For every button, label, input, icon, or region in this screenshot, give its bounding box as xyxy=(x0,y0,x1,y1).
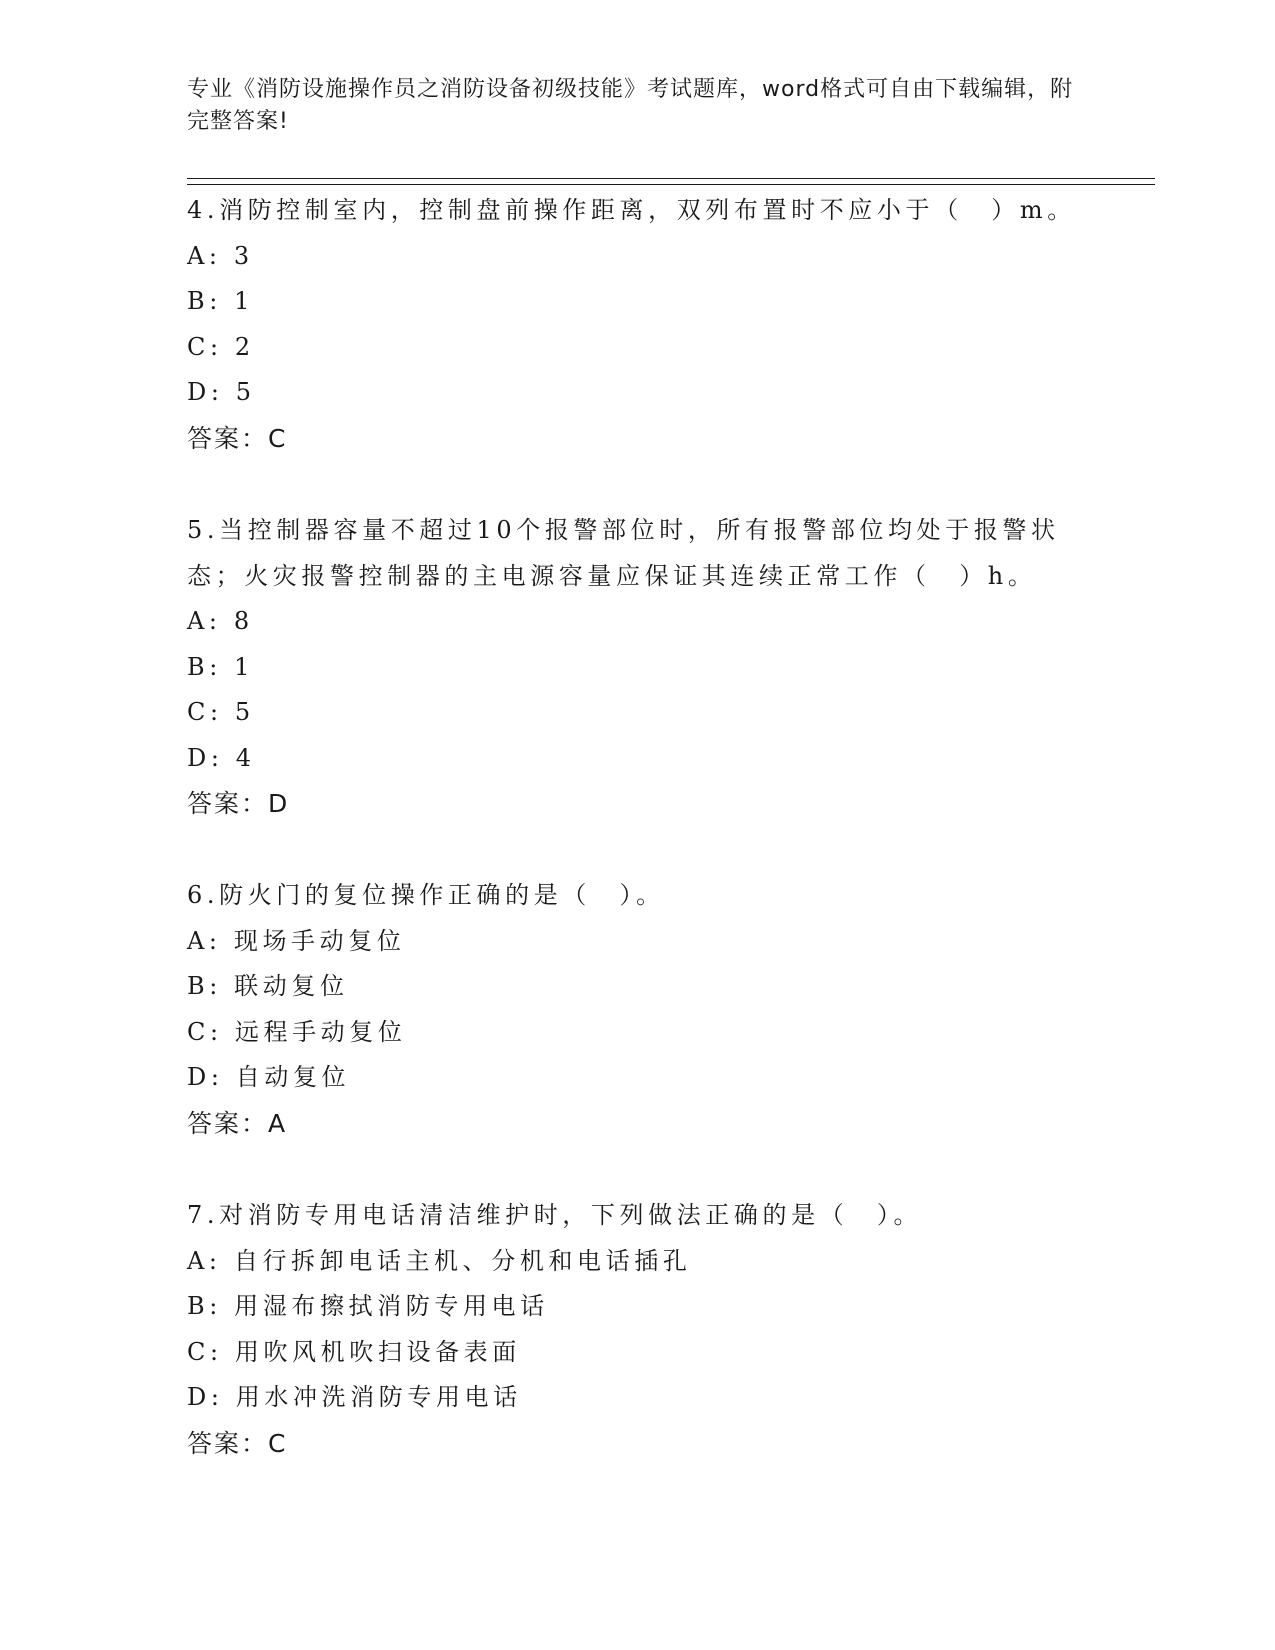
option-b: B: 用湿布擦拭消防专用电话 xyxy=(187,1292,549,1320)
question-5 xyxy=(187,508,1087,827)
answer: 答案：C xyxy=(187,423,288,453)
option-a: A: 自行拆卸电话主机、分机和电话插孔 xyxy=(187,1246,692,1275)
question-7 xyxy=(187,1193,1087,1466)
option-c: C: 远程手动复位 xyxy=(187,1017,407,1046)
question-text: 5.当控制器容量不超过10个报警部位时，所有报警部位均处于报警状态；火灾报警控制器的主电源容量应保证其连续正常工作（ ）h。 xyxy=(187,516,1060,590)
document-header: 专业《消防设施操作员之消防设备初级技能》考试题库，word格式可自由下载编辑，附完整答案! xyxy=(187,77,1074,134)
question-4 xyxy=(187,188,1087,461)
option-c: C: 2 xyxy=(187,332,255,361)
answer: 答案：C xyxy=(187,1428,288,1458)
question-text: 6.防火门的复位操作正确的是（ ）。 xyxy=(187,881,665,909)
option-d: D: 5 xyxy=(187,378,256,406)
question-text: 7.对消防专用电话清洁维护时，下列做法正确的是（ ）。 xyxy=(187,1201,923,1229)
option-a: A: 3 xyxy=(187,241,254,270)
option-b: B: 联动复位 xyxy=(187,972,349,1000)
option-d: D: 4 xyxy=(187,743,256,772)
option-d: D: 自动复位 xyxy=(187,1063,351,1091)
question-6 xyxy=(187,873,1087,1146)
option-b: B: 1 xyxy=(187,287,255,315)
header-divider-top xyxy=(187,178,1155,179)
option-a: A: 现场手动复位 xyxy=(187,926,406,955)
header-divider-bottom xyxy=(187,184,1155,185)
option-c: C: 用吹风机吹扫设备表面 xyxy=(187,1337,521,1366)
option-d: D: 用水冲洗消防专用电话 xyxy=(187,1383,522,1411)
option-a: A: 8 xyxy=(187,607,254,635)
question-text: 4.消防控制室内，控制盘前操作距离，双列布置时不应小于（ ）m。 xyxy=(187,196,1076,224)
answer: 答案：D xyxy=(187,789,290,818)
option-b: B: 1 xyxy=(187,652,255,681)
option-c: C: 5 xyxy=(187,698,255,726)
answer: 答案：A xyxy=(187,1108,288,1138)
